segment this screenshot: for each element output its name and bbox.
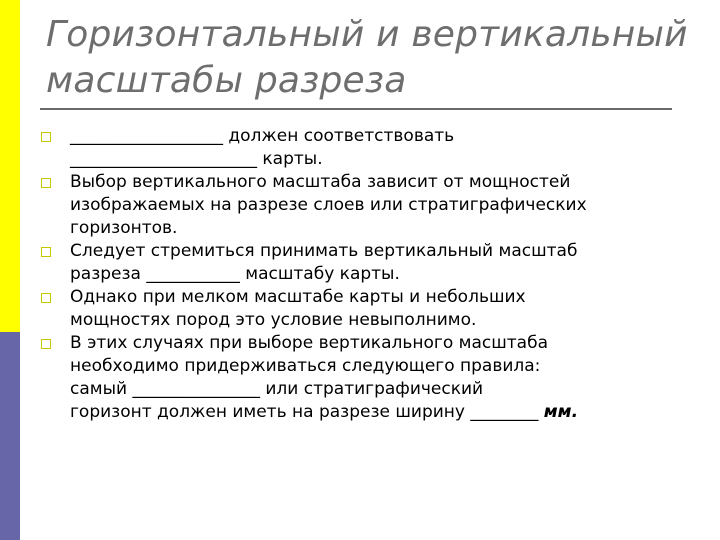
bullet-item-5 [40,332,700,424]
bullet-text-line: __________________ должен соответствовать [70,126,455,146]
bullet-text-line: самый _______________ или стратиграфический [70,379,484,399]
bullet-text-line: В этих случаях при выборе вертикального масштаба [70,333,548,353]
bullet-item-4 [40,286,700,332]
slide-title-line-2: масштабы разреза [46,60,407,101]
bullet-text-line: Следует стремиться принимать вертикальный масштаб [70,241,578,261]
bullet-text-line: разреза ___________ масштабу карты. [70,264,400,284]
slide-title-line-1: Горизонтальный и вертикальный [46,14,688,55]
bullet-text-line: горизонтов. [70,218,178,238]
slide-title [46,12,706,104]
bullet-text-line: Выбор вертикального масштаба зависит от мощностей [70,172,571,192]
bullet-text-line: ______________________ карты. [70,149,323,169]
side-accent-bar-yellow [0,0,20,332]
bullet-text-line-last [70,401,700,424]
hollow-square-icon [41,178,51,188]
hollow-square-icon [41,293,51,303]
hollow-square-icon [41,247,51,257]
unit-label: мм. [543,402,579,422]
bullet-text-line: необходимо придерживаться следующего правила: [70,356,541,376]
bullet-item-1 [40,125,700,171]
bullet-list [40,125,700,424]
title-divider [40,108,672,110]
bullet-text-segment: горизонт должен иметь на разрезе ширину ________ [70,402,544,422]
bullet-text-line: изображаемых на разрезе слоев или стратиграфических [70,195,587,215]
bullet-text-line: мощностях пород это условие невыполнимо. [70,310,477,330]
bullet-item-2 [40,171,700,240]
hollow-square-icon [41,132,51,142]
side-accent-bar-purple [0,332,20,540]
bullet-item-3 [40,240,700,286]
bullet-text-line: Однако при мелком масштабе карты и небольших [70,287,526,307]
hollow-square-icon [41,339,51,349]
